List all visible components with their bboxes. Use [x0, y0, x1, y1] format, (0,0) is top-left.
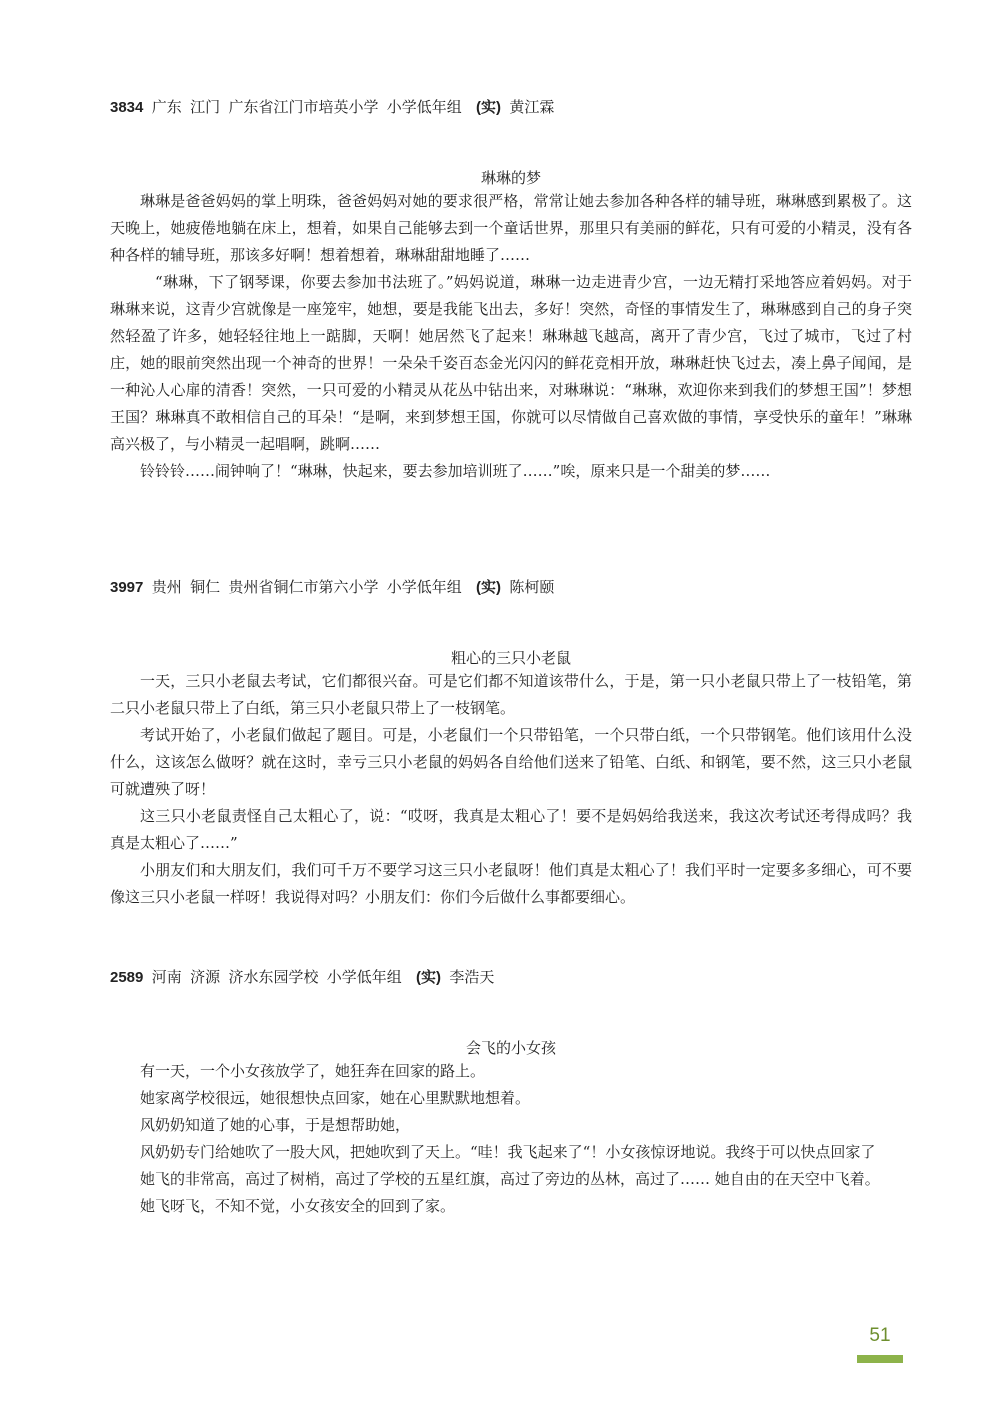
entry-paragraph: 风奶奶知道了她的心事，于是想帮助她，	[140, 1116, 411, 1134]
entry-paragraph: 小朋友们和大朋友们，我们可千万不要学习这三只小老鼠呀！他们真是太粗心了！我们平时一定要多多细心，可不要像这三只小老鼠一样呀！我说得对吗？小朋友们：你们今后做什么事都要细心。	[110, 861, 912, 906]
entry-meta	[110, 98, 912, 118]
entry-id: 2589	[110, 969, 144, 986]
entry-province: 广东	[151, 99, 182, 116]
entry-paragraph: “琳琳，下了钢琴课，你要去参加书法班了。”妈妈说道，琳琳一边走进青少宫，一边无精打采地答应着妈妈。对于琳琳来说，这青少宫就像是一座笼牢，她想，要是我能飞出去，多好！突然，奇怪的事情发生了，琳琳感到自己的身子突然轻盈了许多，她轻轻往地上一踮脚，天啊！她居然飞了起来！琳琳越飞越高，离开了青少宫，飞过了城市，飞过了村庄，她的眼前突然出现一个神奇的世界！一朵朵千姿百态金光闪闪的鲜花竞相开放，琳琳赶快飞过去，凑上鼻子闻闻，是一种沁人心扉的清香！突然，一只可爱的小精灵从花丛中钻出来，对琳琳说：“琳琳，欢迎你来到我们的梦想王国”！梦想王国？琳琳真不敢相信自己的耳朵！“是啊，来到梦想王国，你就可以尽情做自己喜欢做的事情，享受快乐的童年！”琳琳高兴极了，与小精灵一起唱啊，跳啊……	[110, 273, 912, 453]
entry-meta	[110, 578, 912, 598]
entry-paragraph: 一天，三只小老鼠去考试，它们都很兴奋。可是它们都不知道该带什么，于是，第一只小老鼠只带上了一枝铅笔，第二只小老鼠只带上了白纸，第三只小老鼠只带上了一枝钢笔。	[110, 672, 912, 717]
entry-paragraph: 风奶奶专门给她吹了一股大风，把她吹到了天上。“哇！我飞起来了“！小女孩惊讶地说。我终于可以快点回家了	[140, 1143, 876, 1161]
entry-paragraph: 铃铃铃……闹钟响了！“琳琳，快起来，要去参加培训班了……”唉，原来只是一个甜美的梦……	[140, 462, 771, 480]
entry-author: 李浩天	[449, 969, 495, 986]
entry-paragraph: 她飞的非常高，高过了树梢，高过了学校的五星红旗，高过了旁边的丛林，高过了…… 她自由的在天空中飞着。	[140, 1170, 880, 1188]
entry-paragraph: 考试开始了，小老鼠们做起了题目。可是，小老鼠们一个只带铅笔，一个只带白纸，一个只带钢笔。他们该用什么没什么，这该怎么做呀？就在这时，幸亏三只小老鼠的妈妈各自给他们送来了铅笔、白纸、和钢笔，要不然，这三只小老鼠可就遭殃了呀！	[110, 726, 912, 798]
entry-school: 济水东园学校	[228, 969, 319, 986]
entry-author: 黄江霖	[509, 99, 555, 116]
entry-3997	[110, 578, 912, 911]
entry-title: 粗心的三只小老鼠	[450, 649, 571, 667]
entry-paragraph: 琳琳是爸爸妈妈的掌上明珠，爸爸妈妈对她的要求很严格，常常让她去参加各种各样的辅导班，琳琳感到累极了。这天晚上，她疲倦地躺在床上，想着，如果自己能够去到一个童话世界，那里只有美丽的鲜花，只有可爱的小精灵，没有各种各样的辅导班，那该多好啊！想着想着，琳琳甜甜地睡了……	[110, 192, 912, 264]
entry-meta	[110, 968, 912, 988]
entry-tag: (实)	[475, 579, 501, 596]
entry-title: 琳琳的梦	[480, 169, 541, 187]
entry-group: 小学低年组	[386, 579, 462, 596]
entry-province: 贵州	[151, 579, 182, 596]
entry-group: 小学低年组	[326, 969, 402, 986]
entry-city: 铜仁	[190, 579, 221, 596]
entry-2589	[110, 968, 912, 1220]
entry-city: 江门	[190, 99, 221, 116]
entry-3834	[110, 98, 912, 485]
entry-paragraph: 有一天，一个小女孩放学了，她狂奔在回家的路上。	[140, 1062, 486, 1080]
page-number-box	[857, 1323, 903, 1363]
entry-paragraph: 这三只小老鼠责怪自己太粗心了，说：“哎呀，我真是太粗心了！要不是妈妈给我送来，我这次考试还考得成吗？我真是太粗心了……”	[110, 807, 912, 852]
entry-paragraph: 她家离学校很远，她很想快点回家，她在心里默默地想着。	[140, 1089, 531, 1107]
entry-school: 贵州省铜仁市第六小学	[228, 579, 379, 596]
page-number: 51	[869, 1325, 891, 1346]
entry-group: 小学低年组	[386, 99, 462, 116]
entry-tag: (实)	[475, 99, 501, 116]
entry-paragraph: 她飞呀飞，不知不觉，小女孩安全的回到了家。	[140, 1197, 456, 1215]
entry-city: 济源	[190, 969, 221, 986]
entry-title: 会飞的小女孩	[465, 1039, 556, 1057]
entry-author: 陈柯颐	[509, 579, 555, 596]
entry-province: 河南	[151, 969, 182, 986]
page-number-bar	[857, 1355, 903, 1363]
entry-school: 广东省江门市培英小学	[228, 99, 379, 116]
entry-tag: (实)	[415, 969, 441, 986]
entry-id: 3997	[110, 579, 144, 596]
entry-id: 3834	[110, 99, 144, 116]
